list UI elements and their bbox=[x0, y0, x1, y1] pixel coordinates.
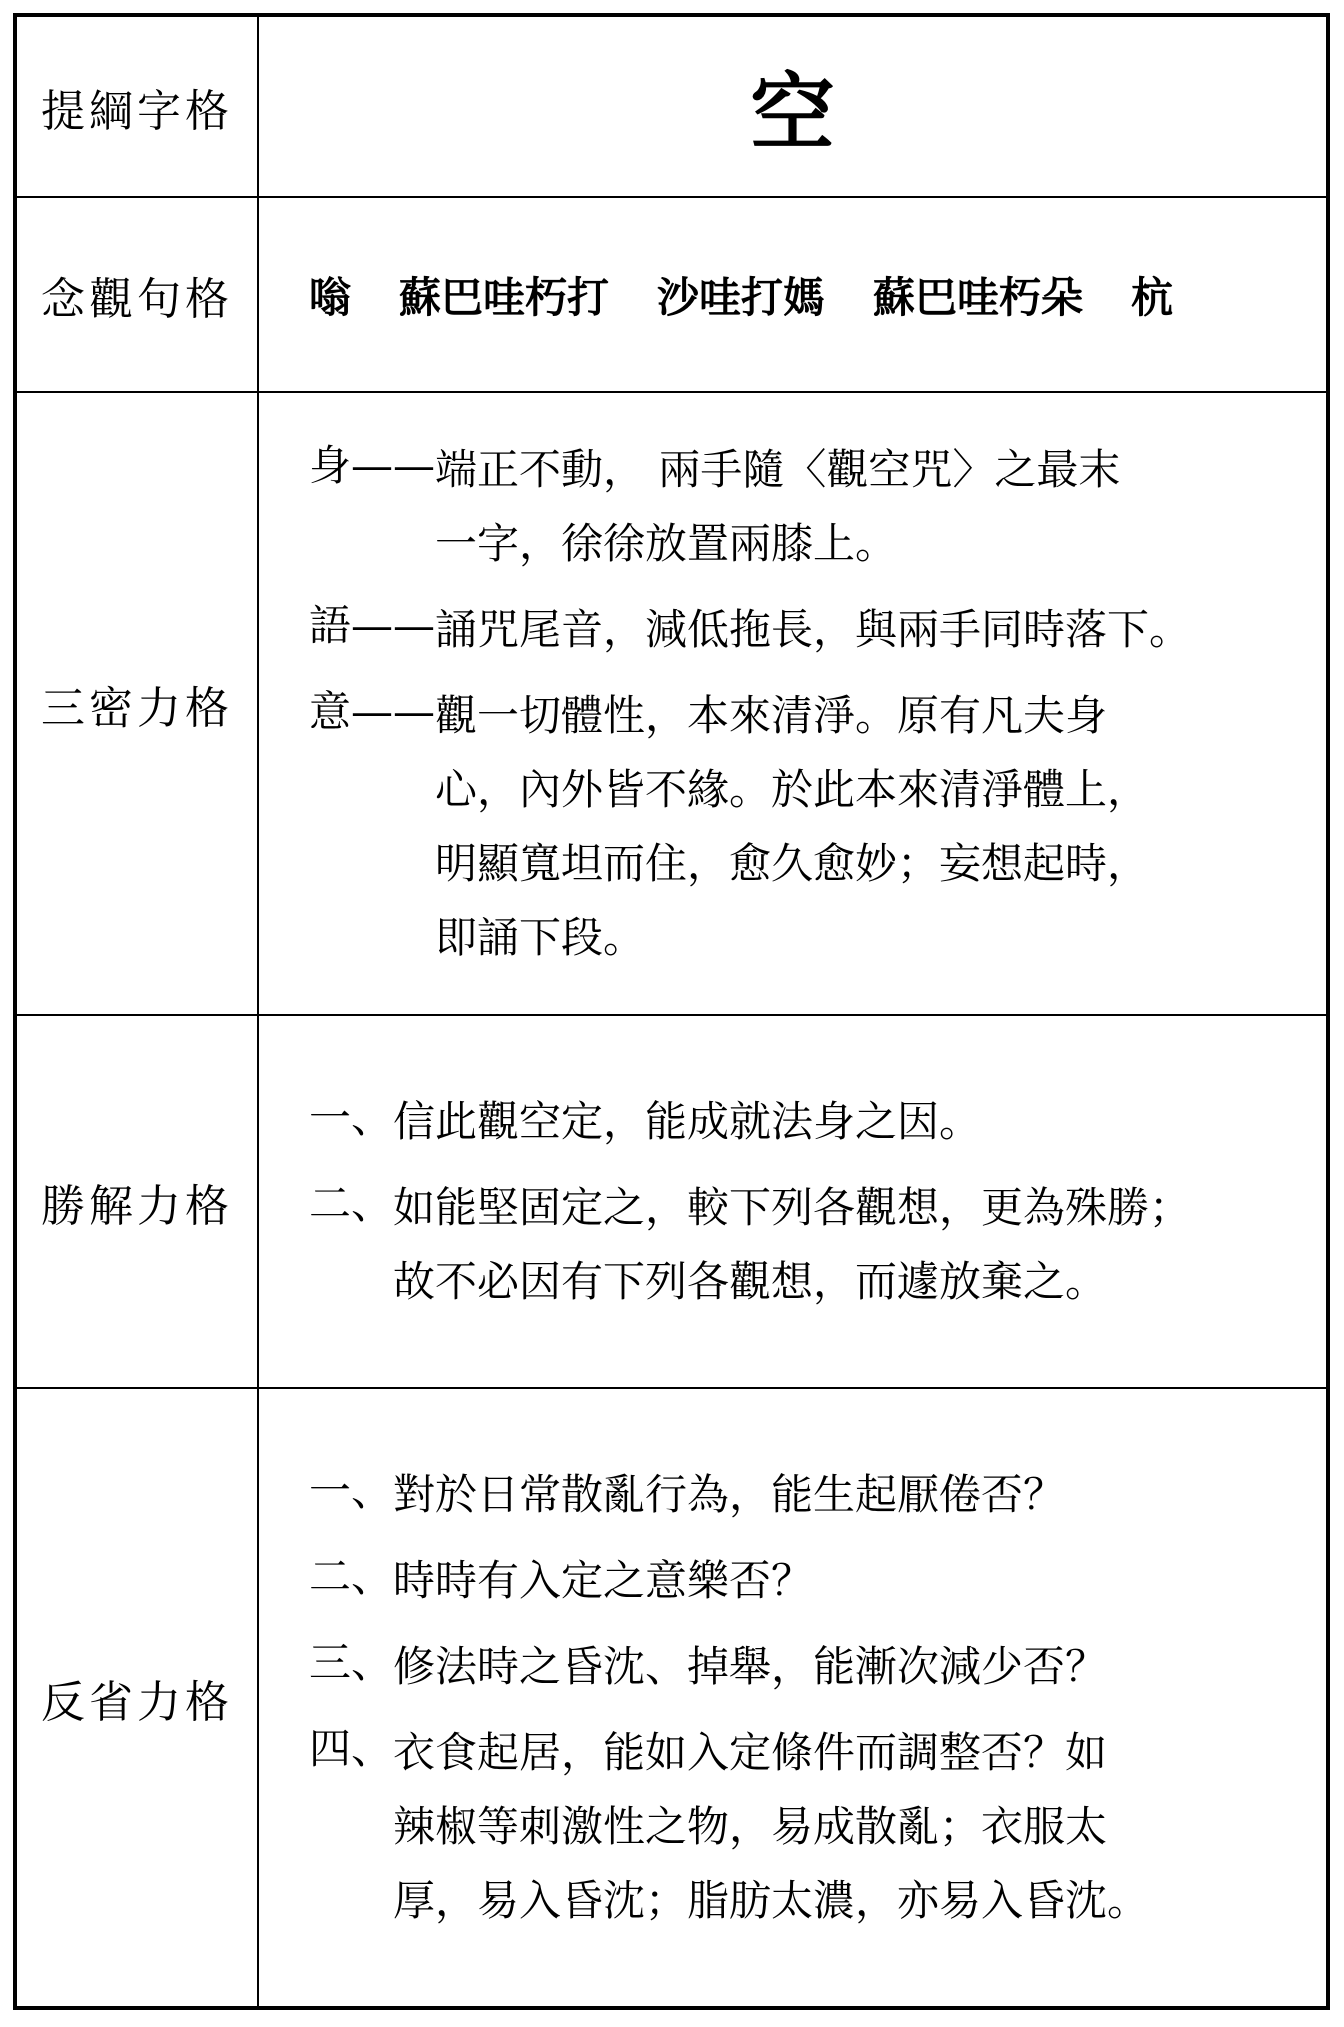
row-label: 提綱字格 bbox=[17, 17, 259, 196]
item-prefix: 四、 bbox=[309, 1723, 394, 1773]
item-prefix: 二、 bbox=[309, 1551, 394, 1601]
text-line: 衣食起居，能如入定條件而調整否？如 bbox=[393, 1727, 1108, 1777]
item-prefix: 意—— bbox=[309, 686, 436, 736]
text-line: 觀一切體性，本來清淨。原有凡夫身 bbox=[435, 690, 1108, 740]
item-prefix: 身—— bbox=[309, 440, 436, 490]
row-content bbox=[259, 1389, 1326, 2006]
item-prefix: 語—— bbox=[309, 600, 436, 650]
row-reflection bbox=[17, 1389, 1326, 2006]
row-content bbox=[259, 393, 1326, 1014]
row-label: 反省力格 bbox=[17, 1389, 259, 2006]
item-text bbox=[435, 593, 1306, 667]
text-line: 端正不動， 兩手隨〈觀空咒〉之最末 bbox=[435, 444, 1121, 494]
mantra-line bbox=[309, 198, 1306, 391]
item-list bbox=[309, 1389, 1306, 2006]
item-prefix: 一、 bbox=[309, 1092, 394, 1142]
list-item bbox=[309, 1544, 1306, 1618]
mantra-word: 嗡 bbox=[309, 272, 352, 322]
text-line: 一字，徐徐放置兩膝上。 bbox=[435, 518, 898, 568]
item-text bbox=[393, 1630, 1306, 1704]
text-line: 時時有入定之意樂否？ bbox=[393, 1555, 814, 1605]
item-prefix: 二、 bbox=[309, 1178, 394, 1228]
row-mantra bbox=[17, 198, 1326, 393]
text-line: 信此觀空定，能成就法身之因。 bbox=[393, 1096, 982, 1146]
text-line: 厚，易入昏沈；脂肪太濃，亦易入昏沈。 bbox=[393, 1875, 1150, 1925]
item-prefix: 一、 bbox=[309, 1465, 394, 1515]
item-list bbox=[309, 393, 1306, 1014]
row-understanding bbox=[17, 1016, 1326, 1389]
row-content bbox=[259, 1016, 1326, 1387]
row-title bbox=[17, 17, 1326, 198]
row-label: 勝解力格 bbox=[17, 1016, 259, 1387]
text-line: 誦咒尾音，減低拖長，與兩手同時落下。 bbox=[435, 604, 1192, 654]
row-three-secrets bbox=[17, 393, 1326, 1016]
mantra-word: 沙哇打媽 bbox=[657, 272, 826, 322]
text-line: 辣椒等刺激性之物，易成散亂；衣服太 bbox=[393, 1801, 1108, 1851]
row-label: 三密力格 bbox=[17, 393, 259, 1014]
item-text bbox=[393, 1716, 1306, 1938]
list-item bbox=[309, 1085, 1306, 1159]
item-text bbox=[393, 1458, 1306, 1532]
item-text bbox=[393, 1544, 1306, 1618]
item-text bbox=[435, 433, 1306, 581]
text-line: 對於日常散亂行為，能生起厭倦否？ bbox=[393, 1469, 1066, 1519]
list-item bbox=[309, 1630, 1306, 1704]
row-content bbox=[259, 198, 1326, 391]
item-text bbox=[393, 1171, 1306, 1319]
list-item bbox=[309, 1458, 1306, 1532]
text-line: 修法時之昏沈、掉舉，能漸次減少否？ bbox=[393, 1641, 1108, 1691]
item-text bbox=[435, 679, 1306, 975]
list-item bbox=[309, 433, 1306, 581]
text-line: 心，內外皆不緣。於此本來清淨體上， bbox=[435, 764, 1150, 814]
list-item bbox=[309, 1171, 1306, 1319]
text-line: 故不必因有下列各觀想，而遽放棄之。 bbox=[393, 1256, 1108, 1306]
row-label: 念觀句格 bbox=[17, 198, 259, 391]
mantra-word: 蘇巴哇朽朵 bbox=[873, 272, 1084, 322]
item-prefix: 三、 bbox=[309, 1637, 394, 1687]
list-item bbox=[309, 1716, 1306, 1938]
mantra-word: 蘇巴哇朽打 bbox=[399, 272, 610, 322]
item-text bbox=[393, 1085, 1306, 1159]
title-character: 空 bbox=[750, 63, 835, 162]
text-line: 明顯寬坦而住，愈久愈妙；妄想起時， bbox=[435, 838, 1150, 888]
text-line: 如能堅固定之，較下列各觀想，更為殊勝； bbox=[393, 1182, 1192, 1232]
mantra-word: 杭 bbox=[1131, 272, 1174, 322]
list-item bbox=[309, 679, 1306, 975]
practice-table bbox=[13, 13, 1330, 2010]
list-item bbox=[309, 593, 1306, 667]
text-line: 即誦下段。 bbox=[435, 912, 646, 962]
item-list bbox=[309, 1016, 1306, 1387]
